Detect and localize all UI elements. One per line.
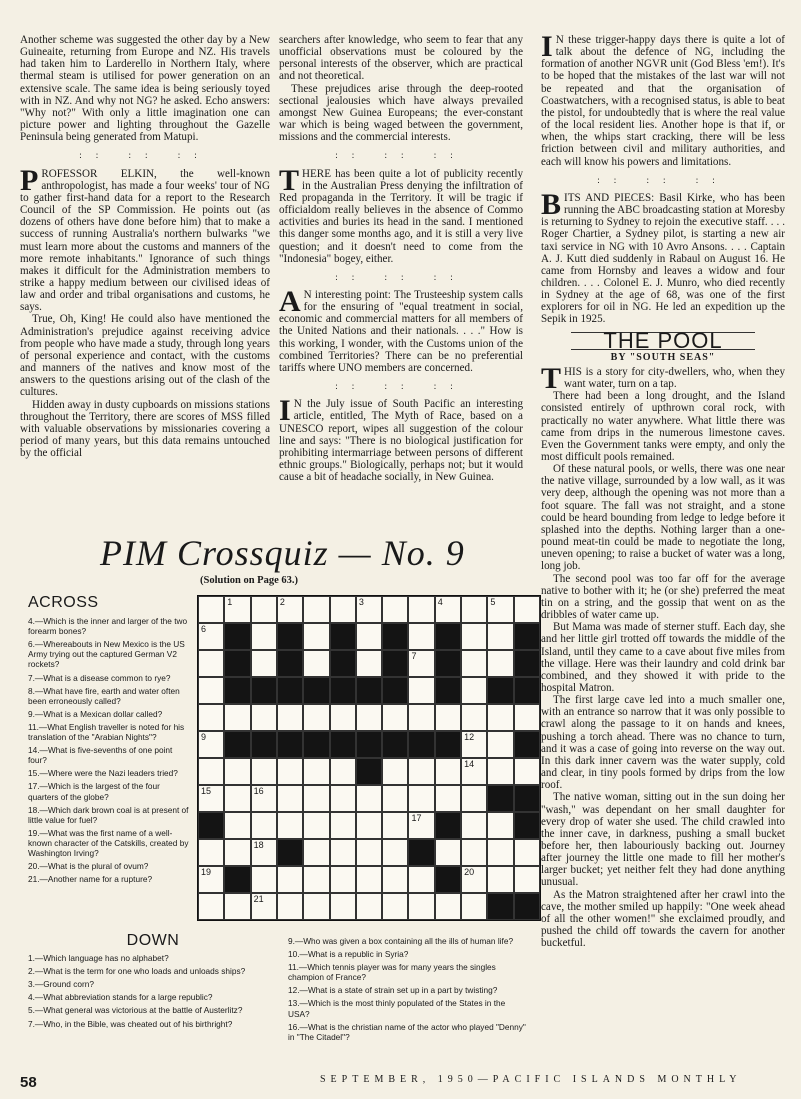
- grid-cell: [356, 650, 382, 677]
- clue-number: 9: [201, 732, 207, 742]
- grid-cell: [277, 866, 303, 893]
- clue-item: 14.—What is five-sevenths of one point four?: [28, 745, 173, 766]
- paragraph: The first large cave led into a much smaller one, with an entrance so narrow that it was only possible to crawl along the passage to it on hands and knees, pushing a torch ahead. There was no chance to turn, and it was a case of going into reverse on the way out. In this dark inner cavern was the water supply, cold and clear, in tiny pools formed by drips from the low roof.: [541, 694, 785, 792]
- grid-black-square: [330, 623, 356, 650]
- grid-cell: [330, 866, 356, 893]
- grid-cell: [408, 596, 434, 623]
- clue-number: 7: [411, 651, 417, 661]
- grid-black-square: [330, 677, 356, 704]
- clue-item: 17.—Which is the largest of the four quarters of the globe?: [28, 781, 160, 802]
- section-separator: :: :: ::: [335, 150, 467, 161]
- grid-cell: [224, 812, 250, 839]
- grid-cell: [251, 785, 277, 812]
- grid-black-square: [356, 758, 382, 785]
- paragraph: PROFESSOR ELKIN, the well-known anthropologist, has made a four weeks' tour of NG to gather first-hand data for a report to the Research Council of the SP Commission. He points out (as dozens of others have done before him) that to make a success of running Australia's northern bulwarks "we must learn more about the customs and manners of the more remote inhabitants." Ignorance of such things makes it difficult for the Administration members to strike a happy medium between our civilised ideas of law and order and tribal organisations and customs, he says.: [20, 163, 270, 314]
- grid-cell: [198, 650, 224, 677]
- clue-item: 7.—Who, in the Bible, was cheated out of his birthright?: [28, 1018, 233, 1029]
- grid-cell: [435, 758, 461, 785]
- grid-cell: [224, 839, 250, 866]
- clue-item: 1.—Which language has no alphabet?: [28, 953, 169, 964]
- grid-cell: [198, 893, 224, 920]
- grid-cell: [435, 785, 461, 812]
- grid-cell: [487, 623, 513, 650]
- grid-cell: [382, 812, 408, 839]
- grid-cell: [251, 866, 277, 893]
- down-clue-list: [28, 953, 278, 1029]
- grid-cell: [461, 866, 487, 893]
- grid-cell: [198, 785, 224, 812]
- grid-black-square: [356, 677, 382, 704]
- grid-cell: [356, 785, 382, 812]
- clue-item: 12.—What is a state of strain set up in a part by twisting?: [288, 985, 498, 996]
- grid-black-square: [408, 731, 434, 758]
- grid-cell: [382, 893, 408, 920]
- clue-number: 15: [201, 786, 212, 796]
- grid-black-square: [514, 731, 540, 758]
- grid-cell: [461, 758, 487, 785]
- grid-black-square: [435, 677, 461, 704]
- clue-item: 3.—Ground corn?: [28, 979, 94, 990]
- page-number: 58: [20, 1074, 37, 1091]
- grid-cell: [382, 839, 408, 866]
- grid-cell: [330, 758, 356, 785]
- clue-item: 10.—What is a republic in Syria?: [288, 949, 409, 960]
- clue-number: 21: [253, 894, 264, 904]
- grid-cell: [356, 596, 382, 623]
- grid-cell: [461, 650, 487, 677]
- grid-cell: [330, 785, 356, 812]
- grid-black-square: [251, 731, 277, 758]
- grid-cell: [382, 866, 408, 893]
- grid-cell: [303, 758, 329, 785]
- grid-cell: [487, 704, 513, 731]
- page-footer: SEPTEMBER, 1950—PACIFIC ISLANDS MONTHLY: [320, 1074, 742, 1085]
- clue-number: 5: [490, 597, 496, 607]
- paragraph: IN these trigger-happy days there is quite a lot of talk about the defence of NG, including the formation of another NGVR unit (God Bless 'em!). It's to be hoped that the mistakes of the last war will not be repeated and that the organisation of Coastwatchers, with a recognised status, is able to beat the pistol, for undoubtedly that is where the real value of the local resident lies. Another hope is that if, or when, the whips start cracking, there will be less friction between civil and military authorities, and each will know his powers and limitations.: [541, 30, 785, 168]
- grid-black-square: [487, 785, 513, 812]
- grid-black-square: [224, 623, 250, 650]
- grid-black-square: [330, 650, 356, 677]
- grid-black-square: [487, 893, 513, 920]
- clue-item: 2.—What is the term for one who loads and unloads ships?: [28, 966, 246, 977]
- grid-cell: [224, 893, 250, 920]
- grid-black-square: [330, 731, 356, 758]
- section-separator: :: :: ::: [79, 150, 211, 161]
- grid-cell: [461, 785, 487, 812]
- grid-cell: [198, 839, 224, 866]
- across-heading: ACROSS: [28, 594, 99, 611]
- grid-cell: [461, 677, 487, 704]
- grid-black-square: [382, 677, 408, 704]
- grid-black-square: [487, 677, 513, 704]
- grid-black-square: [224, 650, 250, 677]
- grid-black-square: [435, 623, 461, 650]
- grid-black-square: [224, 677, 250, 704]
- grid-black-square: [277, 623, 303, 650]
- clue-item: 11.—Which tennis player was for many years the singles champion of France?: [288, 962, 496, 983]
- story-title: THE POOL: [571, 332, 755, 350]
- clue-item: 20.—What is the plural of ovum?: [28, 861, 149, 872]
- grid-cell: [487, 731, 513, 758]
- grid-cell: [198, 866, 224, 893]
- grid-cell: [251, 623, 277, 650]
- grid-cell: [198, 704, 224, 731]
- grid-cell: [461, 596, 487, 623]
- clue-item: 4.—Which is the inner and larger of the two forearm bones?: [28, 616, 188, 637]
- grid-cell: [330, 812, 356, 839]
- clue-item: 16.—What is the christian name of the actor who played "Denny" in "The Citadel"?: [288, 1021, 526, 1042]
- grid-cell: [435, 596, 461, 623]
- grid-cell: [251, 650, 277, 677]
- clue-item: 7.—What is a disease common to rye?: [28, 672, 171, 683]
- grid-cell: [277, 596, 303, 623]
- grid-black-square: [514, 677, 540, 704]
- grid-black-square: [514, 623, 540, 650]
- grid-cell: [198, 623, 224, 650]
- section-separator: :: :: ::: [597, 174, 729, 185]
- grid-cell: [330, 596, 356, 623]
- down-clues-continued: [288, 936, 528, 1045]
- paragraph: These prejudices arise through the deep-rooted sectional jealousies which have always prevailed amongst New Guinea Europeans; the ever-constant war which is being waged between the government, missions and the commercial interests.: [279, 82, 523, 144]
- clue-item: 6.—Whereabouts in New Mexico is the US Army trying out the captured German V2 rockets?: [28, 639, 185, 670]
- grid-cell: [382, 704, 408, 731]
- grid-cell: [356, 866, 382, 893]
- paragraph: The native woman, sitting out in the sun doing her "wash," was dependant on her small daughter for every drop of water she used. The child crawled into the inner cave, in darkness, pushing a small bucket before her, then labouriously backing out. Journey after journey the little one made to fill her mother's larger bucket; yet neither felt they had done anything unusual.: [541, 791, 785, 889]
- paragraph: AN interesting point: The Trusteeship system calls for the ensuring of "equal treatment in social, economic and commercial matters for all members of the United Nations and their nationals. . . ." How is this working, I wonder, with the Customs union of the combined Territories? There can be no preferential tariffs where UNO members are concerned.: [279, 284, 523, 374]
- clue-number: 17: [411, 813, 422, 823]
- grid-cell: [277, 785, 303, 812]
- clue-number: 19: [201, 867, 212, 877]
- grid-cell: [382, 596, 408, 623]
- paragraph: BITS AND PIECES: Basil Kirke, who has been running the ABC broadcasting station at Moresby is returning to Sydney to rejoin the executive staff. . . . Roger Chartier, a Sydney pilot, is starting a new air taxi service in NG with 10 Avro Ansons. . . . Captain A. J. Kutt died suddenly in Rabaul on August 16. He came from Hornsby and leaves a widow and four children. . . . Colonel E. J. Munro, who died recently in Sydney at the age of 68, was one of the first explorers for oil in NG. He led an expedition up the Sepik in 1925.: [541, 187, 785, 326]
- grid-cell: [461, 731, 487, 758]
- grid-cell: [198, 731, 224, 758]
- grid-cell: [251, 704, 277, 731]
- grid-cell: [251, 839, 277, 866]
- grid-cell: [514, 596, 540, 623]
- clue-item: 5.—What general was victorious at the battle of Austerlitz?: [28, 1005, 243, 1016]
- paragraph: searchers after knowledge, who seem to fear that any unofficial observations must be coloured by the personal interests of the observer, which are practical and not theoretical.: [279, 34, 523, 83]
- across-clues: [28, 594, 190, 887]
- grid-cell: [303, 650, 329, 677]
- clue-number: 3: [358, 597, 364, 607]
- grid-cell: [198, 758, 224, 785]
- grid-black-square: [224, 731, 250, 758]
- grid-cell: [408, 812, 434, 839]
- grid-cell: [330, 704, 356, 731]
- crossquiz-subtitle: (Solution on Page 63.): [200, 575, 299, 586]
- paragraph: As the Matron straightened after her crawl into the cave, the mother smiled up happily: "One week ahead of all the other women!" she exclaimed proudly, and pushed the child off towards the cavern for another bucketful.: [541, 888, 785, 950]
- grid-black-square: [356, 731, 382, 758]
- grid-cell: [382, 785, 408, 812]
- clue-number: 14: [464, 759, 475, 769]
- clue-item: 15.—Where were the Nazi leaders tried?: [28, 768, 178, 779]
- paragraph: The second pool was too far off for the average native to bother with it; he (or she) preferred the meat tin on a string, and the gossip that went on as the dribbles of water came up.: [541, 572, 785, 622]
- clue-item: 4.—What abbreviation stands for a large republic?: [28, 992, 213, 1003]
- grid-cell: [198, 596, 224, 623]
- paragraph: Hidden away in dusty cupboards on missions stations throughout the Territory, there are scores of MSS filled with valuable observations by missionaries covering a period of many years, but this data remains untouched by the official: [20, 398, 270, 460]
- grid-cell: [356, 812, 382, 839]
- paragraph: There had been a long drought, and the Island consisted entirely of upthrown coral rock, with practically no water anywhere. What little there was came from drips in the numerous limestone caves. Even the Government tanks were empty, and only the most difficult pools remained.: [541, 390, 785, 463]
- section-separator: :: :: ::: [335, 381, 467, 392]
- down-clue-list: [288, 936, 528, 1042]
- grid-cell: [251, 758, 277, 785]
- grid-cell: [330, 839, 356, 866]
- grid-cell: [198, 677, 224, 704]
- grid-cell: [303, 623, 329, 650]
- clue-number: 20: [464, 867, 475, 877]
- grid-cell: [303, 866, 329, 893]
- grid-cell: [224, 758, 250, 785]
- clue-number: 16: [253, 786, 264, 796]
- paragraph: THERE has been quite a lot of publicity recently in the Australian Press denying the infiltration of Red propaganda in the Territory. It will be tragic if officialdom really believes in the absence of Commo activities and buries its head in the sand. I mentioned this danger some months ago, and it is still a very live question; and it doesn't need to come from the "Indonesia" bogey, either.: [279, 163, 523, 265]
- grid-cell: [224, 785, 250, 812]
- grid-black-square: [514, 812, 540, 839]
- grid-black-square: [435, 650, 461, 677]
- section-separator: :: :: ::: [335, 271, 467, 282]
- clue-item: 21.—Another name for a rupture?: [28, 874, 153, 885]
- grid-cell: [330, 893, 356, 920]
- clue-item: 9.—What is a Mexican dollar called?: [28, 708, 163, 719]
- grid-cell: [461, 812, 487, 839]
- grid-cell: [514, 758, 540, 785]
- clue-item: 18.—Which dark brown coal is at present of little value for fuel?: [28, 804, 189, 825]
- grid-cell: [251, 812, 277, 839]
- grid-cell: [303, 893, 329, 920]
- grid-black-square: [382, 650, 408, 677]
- clue-number: 4: [437, 597, 443, 607]
- grid-cell: [408, 704, 434, 731]
- grid-cell: [487, 812, 513, 839]
- grid-cell: [277, 812, 303, 839]
- grid-cell: [461, 623, 487, 650]
- grid-cell: [461, 839, 487, 866]
- grid-black-square: [408, 839, 434, 866]
- crossword-grid: [197, 595, 541, 921]
- clue-item: 11.—What English traveller is noted for his translation of the "Arabian Nights"?: [28, 721, 185, 743]
- grid-cell: [408, 650, 434, 677]
- crossquiz-title: PIM Crossquiz — No. 9: [100, 533, 465, 573]
- grid-black-square: [382, 731, 408, 758]
- grid-cell: [251, 893, 277, 920]
- grid-cell: [356, 839, 382, 866]
- grid-black-square: [435, 731, 461, 758]
- grid-black-square: [224, 866, 250, 893]
- grid-cell: [435, 704, 461, 731]
- grid-cell: [408, 623, 434, 650]
- grid-cell: [514, 704, 540, 731]
- grid-black-square: [514, 893, 540, 920]
- grid-cell: [408, 677, 434, 704]
- grid-black-square: [303, 731, 329, 758]
- grid-cell: [356, 704, 382, 731]
- grid-black-square: [303, 677, 329, 704]
- article-column-2: [279, 34, 523, 483]
- paragraph: Another scheme was suggested the other day by a New Guineaite, returning from Europe and NZ. His travels had taken him to Larderello in Northern Italy, where thermal steam is utilised for power generation on an extensive scale. The same idea is being seriously toyed with in NZ. And why not NG? he asked. Echo answers: "Why not?" With only a little imagination one can picture power and lighting throughout the Gazelle Peninsula being generated from Matupi.: [20, 34, 270, 144]
- paragraph: Of these natural pools, or wells, there was one near the native village, surrounded by a low wall, as it was very deep, although the opening was not more than a foot square. The fall was not straight, and a stone could be heard bounding from ledge to ledge before it splashed into the depths. Nothing larger than a one-pound meat-tin could be made to negotiate the long, uneven opening; to raise a bucket of water was a long, long job.: [541, 463, 785, 573]
- clue-number: 12: [464, 732, 475, 742]
- grid-cell: [461, 704, 487, 731]
- grid-black-square: [198, 812, 224, 839]
- grid-cell: [356, 623, 382, 650]
- clue-item: 19.—What was the first name of a well-known character of the Catskills, created by Washington Irving?: [28, 827, 189, 858]
- grid-cell: [435, 893, 461, 920]
- grid-black-square: [277, 650, 303, 677]
- down-clues: [28, 932, 278, 1032]
- down-heading: DOWN: [126, 932, 180, 949]
- across-clue-list: [28, 616, 190, 884]
- grid-cell: [408, 866, 434, 893]
- grid-black-square: [514, 650, 540, 677]
- grid-black-square: [514, 785, 540, 812]
- grid-cell: [487, 839, 513, 866]
- grid-cell: [303, 785, 329, 812]
- grid-cell: [356, 893, 382, 920]
- clue-item: 9.—Who was given a box containing all the ills of human life?: [288, 936, 514, 946]
- grid-cell: [487, 650, 513, 677]
- clue-number: 18: [253, 840, 264, 850]
- grid-cell: [487, 596, 513, 623]
- grid-black-square: [435, 812, 461, 839]
- grid-cell: [408, 893, 434, 920]
- clue-number: 2: [279, 597, 285, 607]
- paragraph: THIS is a story for city-dwellers, who, when they want water, turn on a tap.: [541, 361, 785, 395]
- grid-cell: [435, 839, 461, 866]
- grid-cell: [277, 893, 303, 920]
- grid-cell: [251, 596, 277, 623]
- grid-black-square: [277, 677, 303, 704]
- grid-cell: [224, 596, 250, 623]
- paragraph: But Mama was made of sterner stuff. Each day, she and her little girl trotted off towards the middle of the Island, until they came to a cave about five miles from the village. Here was their laundry and cold drink bar combined, and they showed it with pride to the hospital Matron.: [541, 621, 785, 694]
- grid-cell: [382, 758, 408, 785]
- grid-cell: [408, 785, 434, 812]
- story-byline: BY "SOUTH SEAS": [610, 351, 716, 363]
- article-column-1: [20, 34, 270, 459]
- clue-number: 6: [201, 624, 207, 634]
- grid-cell: [277, 704, 303, 731]
- grid-black-square: [251, 677, 277, 704]
- grid-cell: [487, 866, 513, 893]
- clue-number: 1: [227, 597, 233, 607]
- grid-cell: [303, 596, 329, 623]
- grid-cell: [303, 839, 329, 866]
- grid-black-square: [277, 731, 303, 758]
- grid-cell: [224, 704, 250, 731]
- grid-cell: [303, 704, 329, 731]
- grid-cell: [487, 758, 513, 785]
- clue-item: 13.—Which is the most thinly populated of the States in the USA?: [288, 998, 506, 1019]
- grid-cell: [514, 866, 540, 893]
- grid-black-square: [277, 839, 303, 866]
- grid-cell: [277, 758, 303, 785]
- clue-item: 8.—What have fire, earth and water often been erroneously called?: [28, 685, 180, 706]
- grid-black-square: [435, 866, 461, 893]
- grid-cell: [408, 758, 434, 785]
- grid-cell: [303, 812, 329, 839]
- article-column-3: [541, 30, 785, 950]
- grid-black-square: [382, 623, 408, 650]
- paragraph: IN the July issue of South Pacific an interesting article, entitled, The Myth of Race, based on a UNESCO report, wipes all suggestion of the colour line and says: "There is no biological justification for prohibiting intermarriage between persons of different ethnic groups." Biologically, perhaps not; but it would cause a bit of headache socially, in New Guinea.: [279, 394, 523, 484]
- grid-cell: [514, 839, 540, 866]
- paragraph: True, Oh, King! He could also have mentioned the Administration's prejudice against receiving advice from people who have made a study, through long years of personal experience and contact, with the customs and manners of the natives and know most of the answers to the questions arising out of the clash of the cultures.: [20, 313, 270, 399]
- grid-cell: [461, 893, 487, 920]
